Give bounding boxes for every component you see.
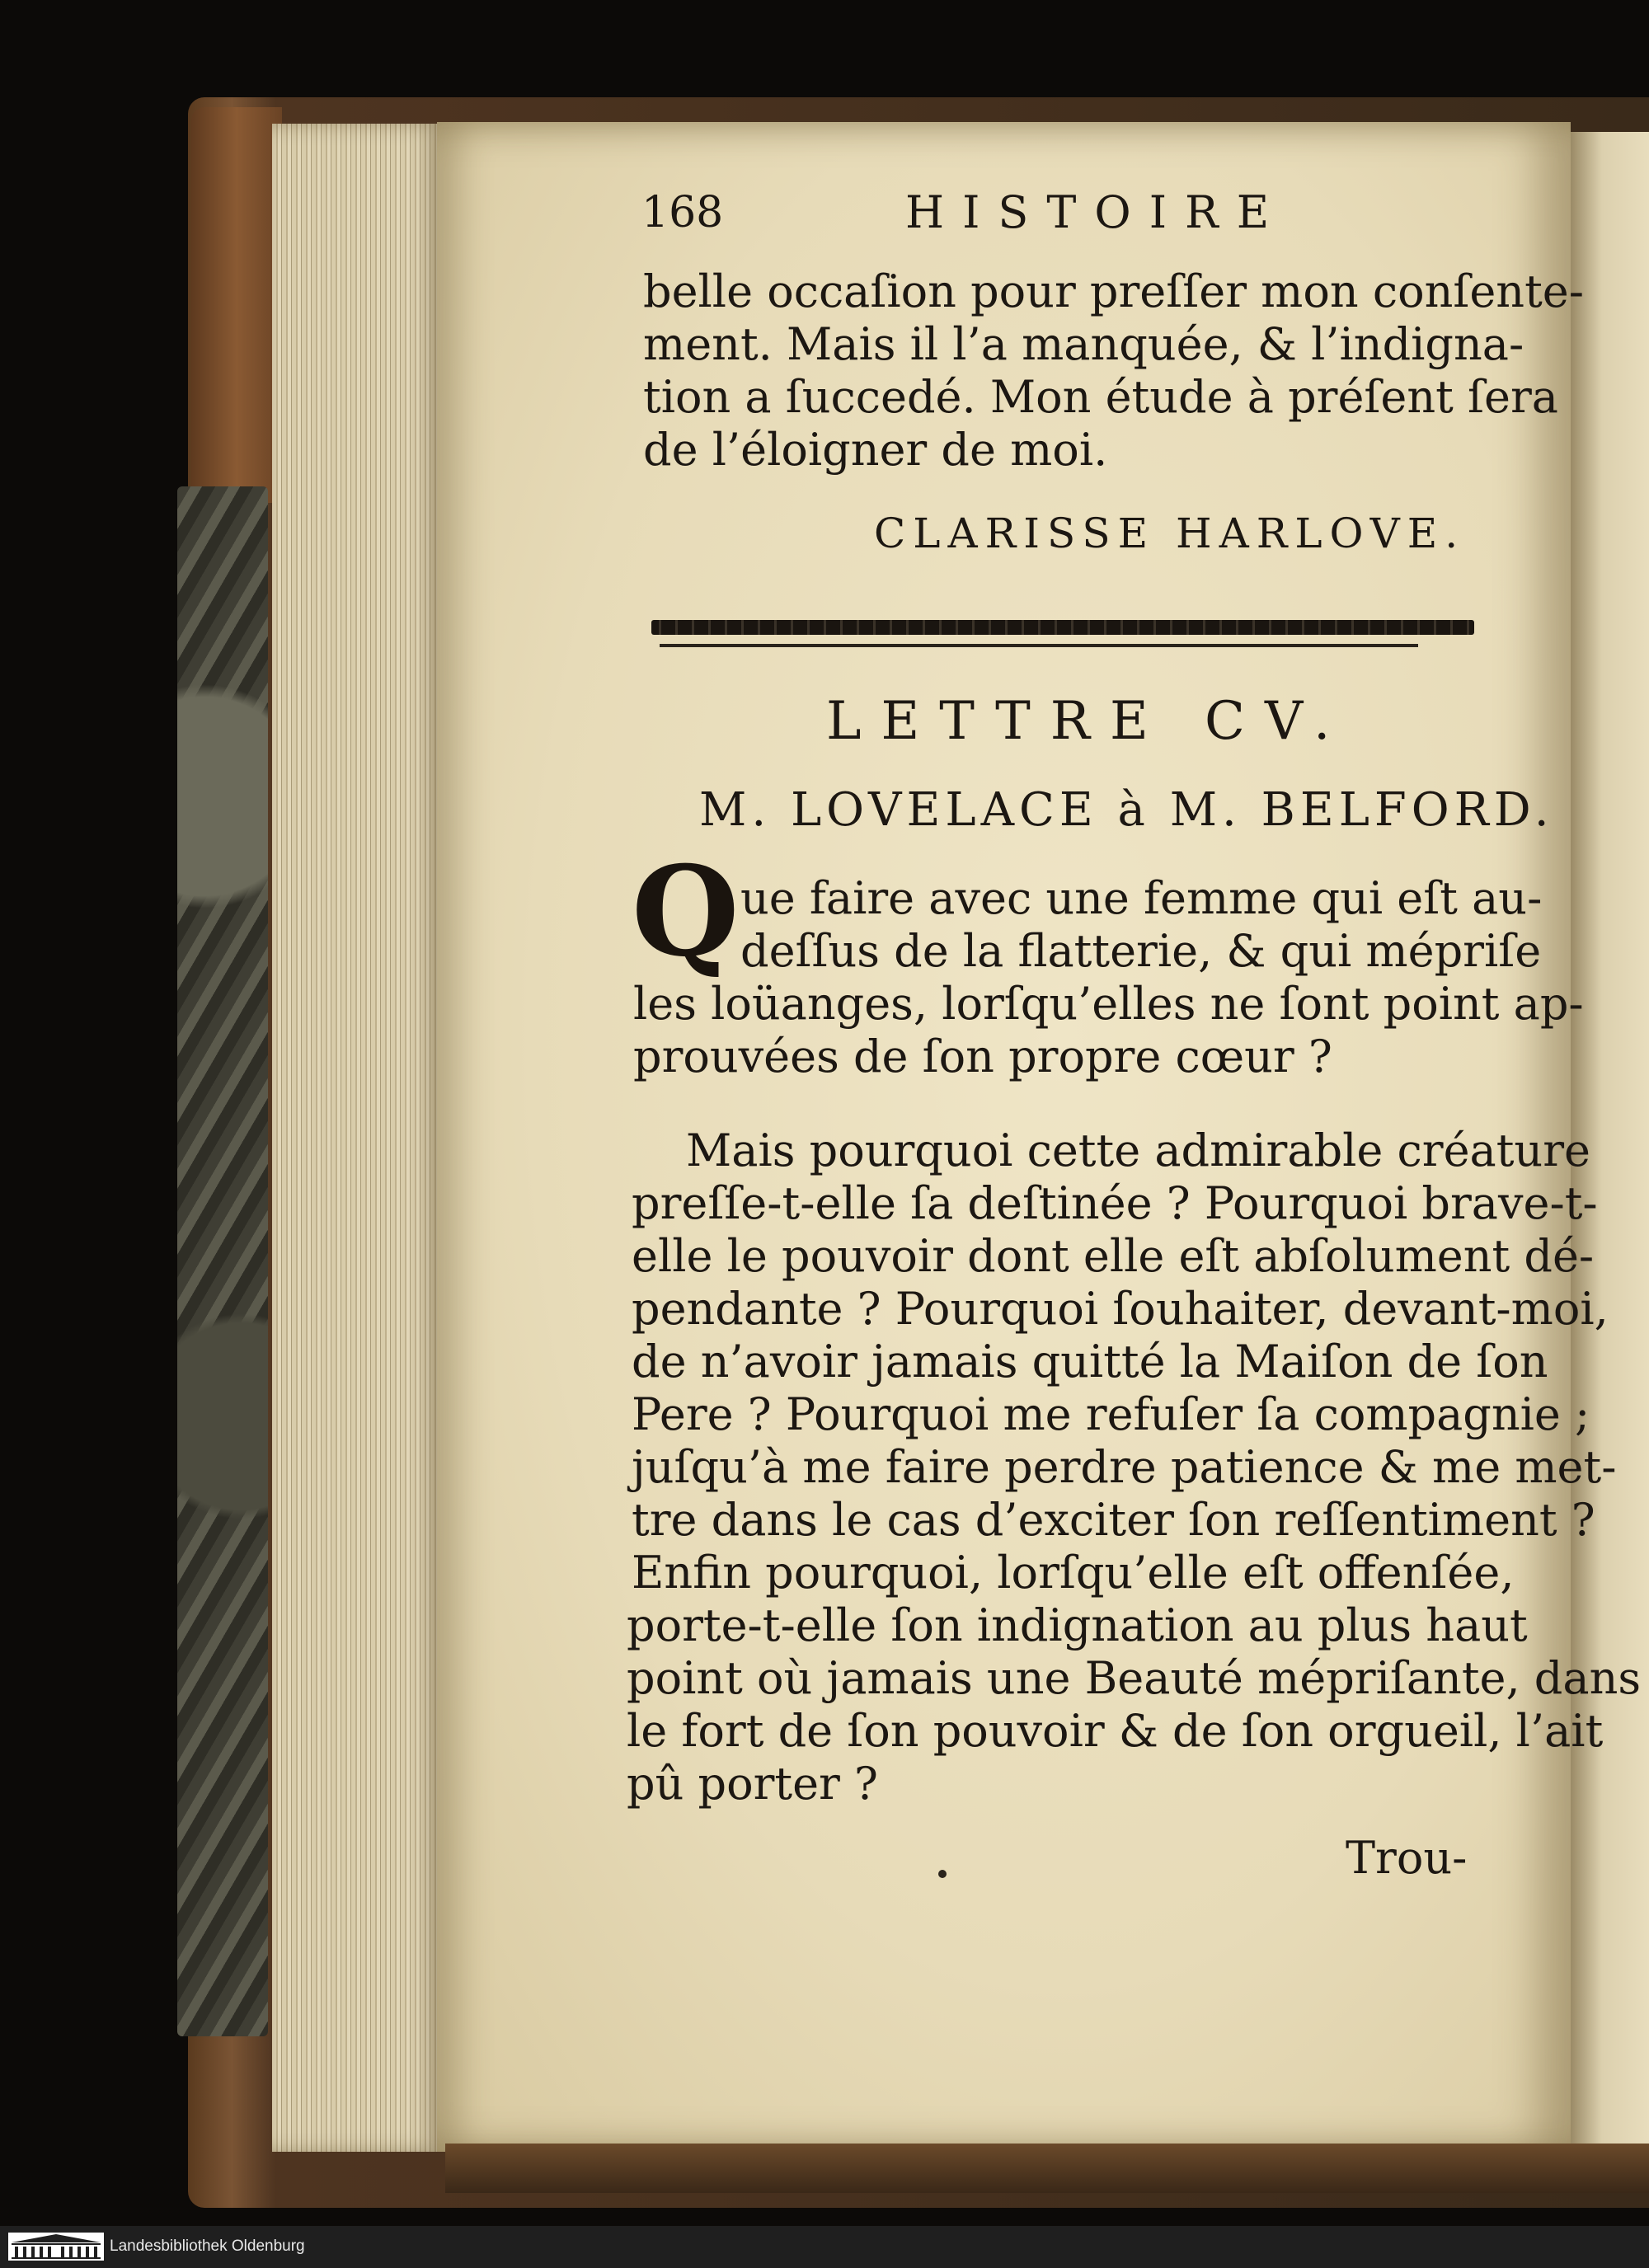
text-line: pendante ? Pourquoi ſouhaiter, devant-moi, [632, 1283, 1609, 1335]
text-line: le fort de ſon pouvoir & de ſon orgueil, l’ait [627, 1705, 1604, 1757]
text-line: elle le pouvoir dont elle eſt abſolument dé- [632, 1230, 1595, 1282]
viewer-footer-bar [0, 2226, 1649, 2268]
library-name: Landesbibliothek Oldenburg [110, 2237, 305, 2255]
text-line: belle occaſion pour preſſer mon conſente- [643, 265, 1584, 317]
text-line: de l’éloigner de moi. [643, 424, 1108, 476]
divider-rule [660, 644, 1418, 647]
text-line: tion a ſuccedé. Mon étude à préſent ſera [643, 371, 1558, 423]
page-number: 168 [641, 188, 724, 237]
text-line: pû porter ? [627, 1758, 878, 1810]
text-line: prouvées de ſon propre cœur ? [633, 1031, 1332, 1082]
text-line: ment. Mais il l’a manquée, & l’indigna- [643, 318, 1525, 370]
letter-salutation: M. LOVELACE à M. BELFORD. [699, 783, 1554, 837]
letter-signature: CLARISSE HARLOVE. [874, 509, 1466, 557]
ornamental-rule [651, 620, 1474, 635]
text-line: tre dans le cas d’exciter ſon reſſentiment ? [632, 1494, 1595, 1546]
page-edges [272, 124, 445, 2152]
cover-leather-corner [191, 107, 282, 503]
text-line: preſſe-t-elle ſa deſtinée ? Pourquoi brave-t- [632, 1177, 1598, 1229]
text-line: Mais pourquoi cette admirable créature [686, 1125, 1590, 1176]
letter-title: LETTRE CV. [826, 691, 1351, 752]
drop-cap: Q [632, 839, 740, 984]
library-building-icon [8, 2233, 104, 2261]
page-mark [938, 1870, 947, 1878]
running-title: HISTOIRE [905, 186, 1288, 238]
text-line: deſſus de la flatterie, & qui mépriſe [740, 925, 1542, 977]
book-bottom-edge [445, 2144, 1649, 2193]
text-line: porte-t-elle ſon indignation au plus haut [627, 1599, 1528, 1651]
text-line: point où jamais une Beauté mépriſante, dans [627, 1652, 1642, 1704]
cover-marbled-board [177, 486, 268, 2036]
text-line: les loüanges, lorſqu’elles ne ſont point ap- [633, 978, 1584, 1030]
text-line: Enfin pourquoi, lorſqu’elle eſt offenſée, [632, 1547, 1515, 1599]
text-line: Pere ? Pourquoi me refuſer ſa compagnie ; [632, 1388, 1590, 1440]
catchword: Trou- [1346, 1832, 1468, 1884]
text-line: ue faire avec une femme qui eſt au- [740, 872, 1543, 924]
text-line: juſqu’à me faire perdre patience & me met- [632, 1441, 1617, 1493]
text-line: de n’avoir jamais quitté la Maiſon de ſon [632, 1336, 1548, 1388]
